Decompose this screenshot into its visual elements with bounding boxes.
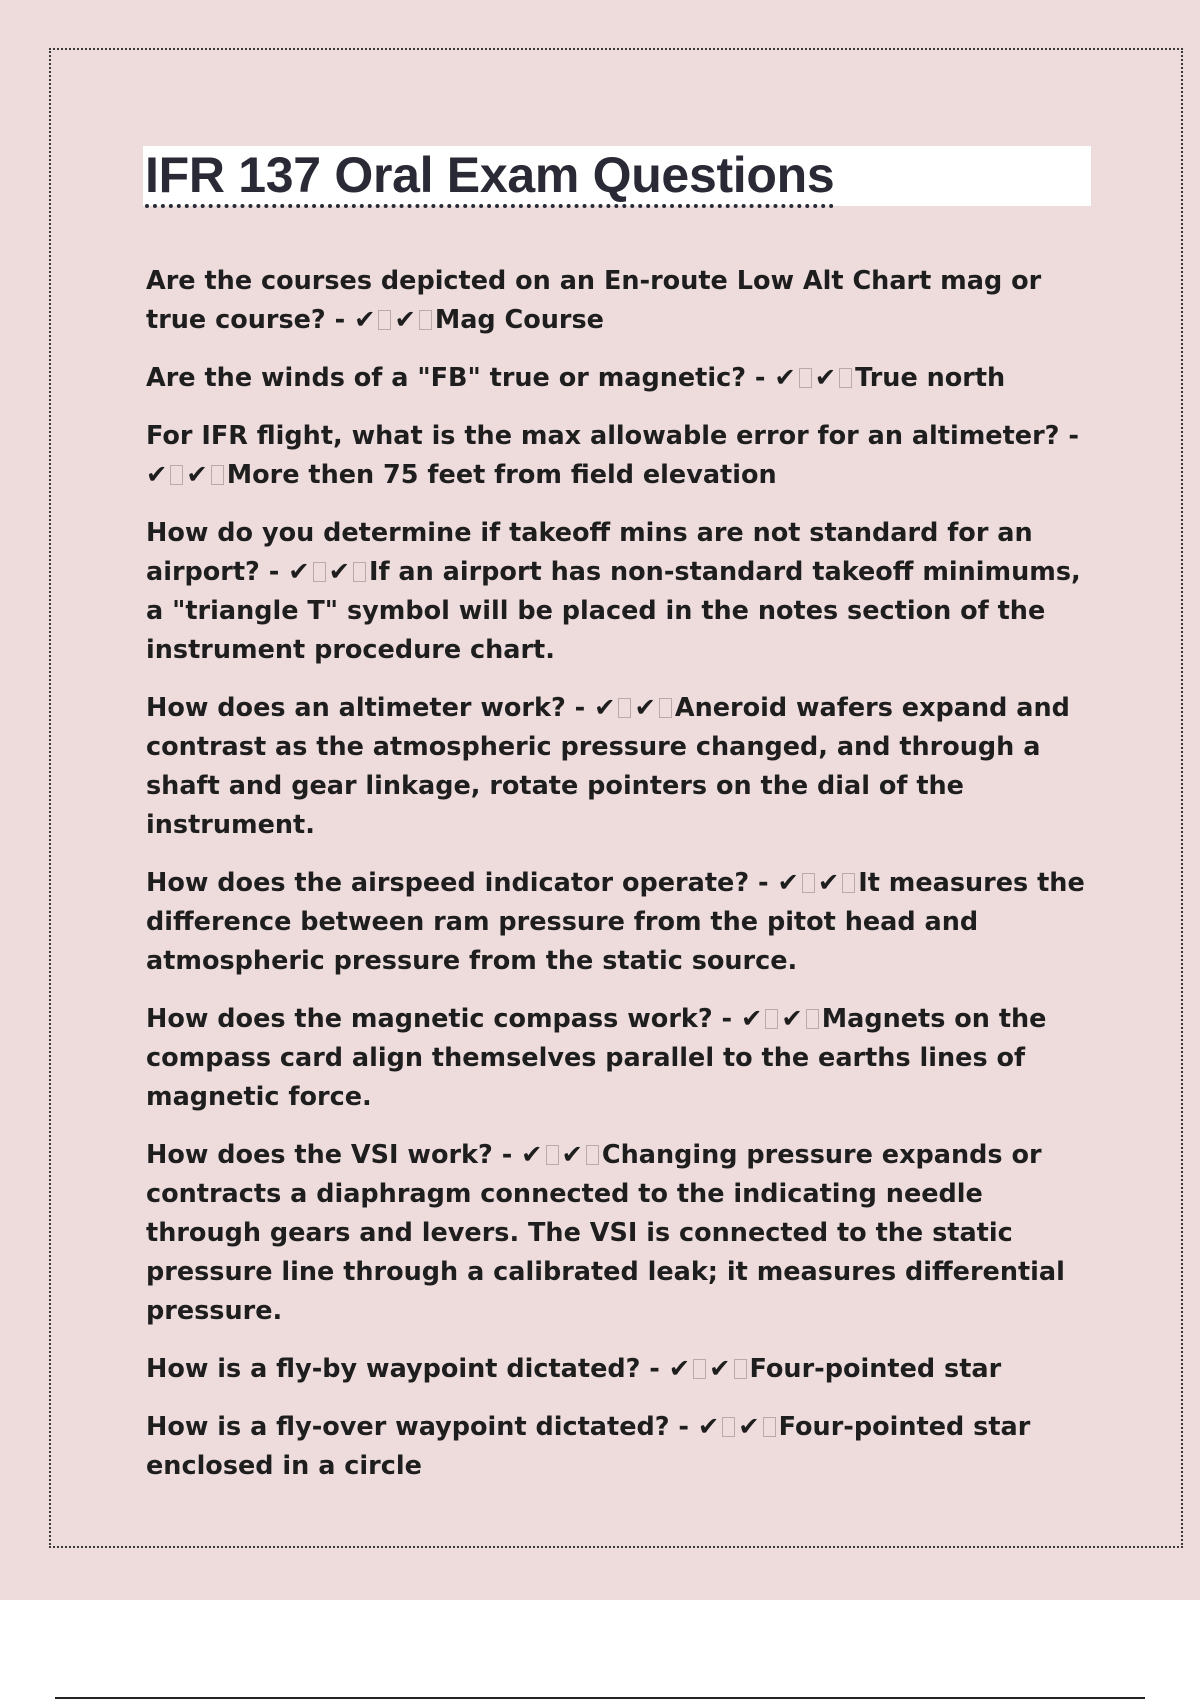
missing-glyph-box-icon — [378, 310, 391, 330]
missing-glyph-box-icon — [546, 1145, 559, 1165]
missing-glyph-box-icon — [419, 310, 432, 330]
check-icon: ✔ — [186, 460, 208, 490]
separator: - — [712, 1004, 741, 1034]
check-icon: ✔ — [697, 1412, 720, 1442]
check-icon: ✔ — [521, 1140, 543, 1170]
qa-item — [146, 1350, 1096, 1389]
check-icon: ✔ — [777, 868, 799, 898]
question-text: For IFR flight, what is the max allowable error for an altimeter? — [146, 421, 1060, 451]
separator: - — [259, 557, 289, 587]
qa-item — [146, 417, 1096, 495]
answer-text: Changing pressure expands or contracts a diaphragm connected to the indicating needle through gears and levers. The VSI is connected to the static pressure line through a calibrated leak; it measures differential pressure. — [146, 1140, 1065, 1326]
missing-glyph-box-icon — [839, 368, 852, 388]
separator: - — [1059, 421, 1079, 451]
question-text: How does an altimeter work? — [146, 693, 566, 723]
missing-glyph-box-icon — [313, 562, 326, 582]
missing-glyph-box-icon — [211, 465, 224, 485]
separator: - — [325, 305, 355, 335]
separator: - — [749, 868, 778, 898]
check-icon: ✔ — [668, 1354, 691, 1384]
missing-glyph-box-icon — [765, 1009, 778, 1029]
separator: - — [746, 363, 775, 393]
answer-text: Aneroid wafers expand and contrast as the atmospheric pressure changed, and through a shaft and gear linkage, rotate pointers on the dial of the instrument. — [146, 693, 1070, 840]
separator: - — [565, 693, 595, 723]
missing-glyph-box-icon — [353, 562, 366, 582]
answer-text: Mag Course — [434, 305, 604, 335]
check-icon: ✔ — [328, 557, 350, 587]
footer-rule — [55, 1697, 1145, 1699]
missing-glyph-box-icon — [618, 698, 631, 718]
missing-glyph-box-icon — [722, 1417, 735, 1437]
qa-item — [146, 1000, 1096, 1117]
check-icon: ✔ — [634, 693, 656, 723]
missing-glyph-box-icon — [659, 698, 672, 718]
check-icon: ✔ — [814, 363, 837, 393]
qa-item — [146, 262, 1096, 340]
answer-text: If an airport has non-standard takeoff minimums, a "triangle T" symbol will be placed in the notes section of the instrument procedure chart. — [146, 557, 1081, 665]
missing-glyph-box-icon — [170, 465, 183, 485]
missing-glyph-box-icon — [763, 1417, 776, 1437]
question-text: How does the airspeed indicator operate? — [146, 868, 750, 898]
question-text: How does the VSI work? — [146, 1140, 493, 1170]
check-icon: ✔ — [354, 305, 376, 335]
qa-item — [146, 359, 1096, 398]
qa-item — [146, 1408, 1096, 1486]
check-icon: ✔ — [146, 460, 168, 490]
document-title: IFR 137 Oral Exam Questions — [145, 146, 834, 208]
check-icon: ✔ — [709, 1354, 731, 1384]
question-text: How does the magnetic compass work? — [146, 1004, 713, 1034]
check-icon: ✔ — [740, 1004, 763, 1034]
check-icon: ✔ — [774, 363, 796, 393]
question-text: How is a fly-over waypoint dictated? — [146, 1412, 670, 1442]
qa-item — [146, 864, 1096, 981]
answer-text: It measures the difference between ram pressure from the pitot head and atmospheric pressure from the static source. — [146, 868, 1085, 976]
answer-text: Four-pointed star enclosed in a circle — [146, 1412, 1031, 1481]
missing-glyph-box-icon — [806, 1009, 819, 1029]
separator: - — [640, 1354, 669, 1384]
question-text: How is a fly-by waypoint dictated? — [146, 1354, 641, 1384]
separator: - — [492, 1140, 522, 1170]
check-icon: ✔ — [781, 1004, 803, 1034]
qa-item — [146, 1136, 1096, 1331]
qa-item — [146, 689, 1096, 845]
check-icon: ✔ — [738, 1412, 760, 1442]
answer-text: More then 75 feet from field elevation — [226, 460, 777, 490]
question-text: Are the courses depicted on an En-route Low Alt Chart mag or true course? — [146, 266, 1042, 335]
qa-list — [146, 262, 1096, 1505]
check-icon: ✔ — [394, 305, 416, 335]
qa-item — [146, 514, 1096, 670]
answer-text: Magnets on the compass card align themselves parallel to the earths lines of magnetic force. — [146, 1004, 1047, 1112]
missing-glyph-box-icon — [734, 1359, 747, 1379]
missing-glyph-box-icon — [586, 1145, 599, 1165]
question-text: Are the winds of a "FB" true or magnetic? — [146, 363, 747, 393]
check-icon: ✔ — [594, 693, 616, 723]
answer-text: Four-pointed star — [749, 1354, 1002, 1384]
check-icon: ✔ — [288, 557, 310, 587]
answer-text: True north — [855, 363, 1006, 393]
missing-glyph-box-icon — [842, 873, 855, 893]
check-icon: ✔ — [817, 868, 840, 898]
check-icon: ✔ — [561, 1140, 583, 1170]
separator: - — [669, 1412, 698, 1442]
missing-glyph-box-icon — [802, 873, 815, 893]
missing-glyph-box-icon — [799, 368, 812, 388]
missing-glyph-box-icon — [693, 1359, 706, 1379]
question-text: How do you determine if takeoff mins are not standard for an airport? — [146, 518, 1033, 587]
